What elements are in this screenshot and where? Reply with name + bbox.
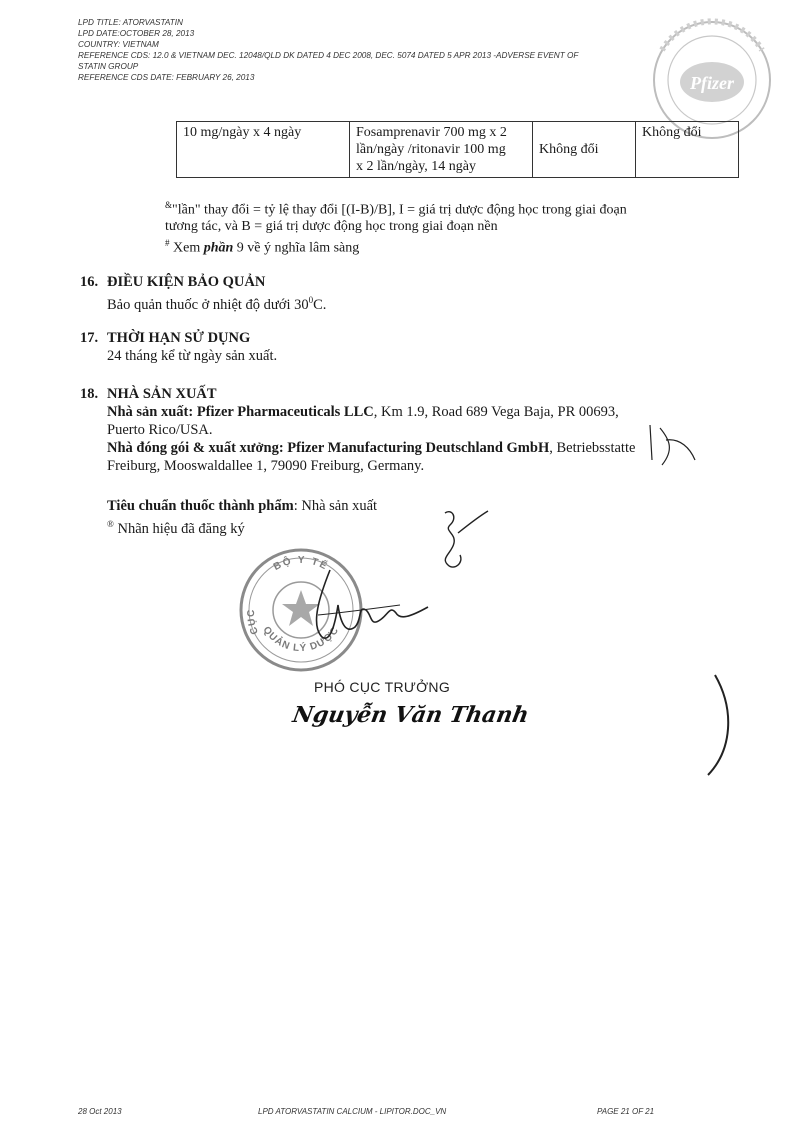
- table-footnotes: [165, 197, 745, 256]
- stamp-logo-text: Pfizer: [690, 73, 734, 93]
- svg-text:CỤC: [246, 609, 261, 636]
- table-cell-drug-line: x 2 lần/ngày, 14 ngày: [356, 159, 477, 174]
- header-title: LPD TITLE: ATORVASTATIN: [78, 18, 183, 27]
- trademark-line: ® Nhãn hiệu đã đăng ký: [107, 519, 245, 537]
- table-cell-change: Không đổi: [533, 122, 636, 178]
- section-title: ĐIỀU KIỆN BẢO QUẢN: [107, 274, 266, 290]
- seal-top-text: BỘ Y TẾ: [271, 554, 331, 573]
- table-cell-dose: 10 mg/ngày x 4 ngày: [177, 122, 350, 178]
- section-shelf-life: [80, 329, 277, 365]
- manufacturer-line: Nhà sản xuất: Pfizer Pharmaceuticals LLC, Km 1.9, Road 689 Vega Baja, PR 00693,: [107, 404, 619, 420]
- handwritten-signature: [300, 565, 430, 645]
- table-cell-drug-line: lần/ngày /ritonavir 100 mg: [356, 142, 506, 157]
- handwritten-bracket: [700, 670, 740, 780]
- header-reference: REFERENCE CDS: 12.0 & VIETNAM DEC. 12048/QLD DK DATED 4 DEC 2008, DEC. 5074 DATED 5 APR 2013 -ADVERSE EVENT OF: [78, 51, 579, 60]
- seal-left-text: CỤC: [246, 608, 261, 636]
- header-date: LPD DATE:OCTOBER 28, 2013: [78, 29, 195, 38]
- section-text: 24 tháng kể từ ngày sản xuất.: [107, 348, 278, 364]
- header-country: COUNTRY: VIETNAM: [78, 40, 159, 49]
- footer-filename: LPD ATORVASTATIN CALCIUM - LIPITOR.DOC_VN: [258, 1107, 447, 1116]
- seal-bottom-text: QUẢN LÝ DƯỢC: [260, 624, 342, 655]
- footnote-see-section: # Xem phần 9 về ý nghĩa lâm sàng: [165, 237, 360, 256]
- footer-page: PAGE 21 OF 21: [597, 1107, 655, 1116]
- footnote-fold-change: &"lần" thay đổi = tỷ lệ thay đổi [(I-B)/B], I = giá trị dược động học trong giai đoạn: [165, 200, 627, 218]
- section-number: 16.: [80, 274, 99, 290]
- section-text: Bảo quản thuốc ở nhiệt độ dưới $30^0C$.: [107, 295, 327, 313]
- table-cell-drug: [350, 122, 533, 178]
- footer-date: 28 Oct 2013: [78, 1107, 122, 1116]
- table-cell-change-2: Không đổi: [636, 122, 739, 178]
- section-number: 17.: [80, 330, 99, 346]
- product-standard: [107, 497, 377, 538]
- header-reference-cont: STATIN GROUP: [78, 62, 139, 71]
- packager-address: Freiburg, Mooswaldallee 1, 79090 Freiburg, Germany.: [107, 458, 425, 474]
- table-row: [177, 122, 739, 178]
- handwritten-mark: [640, 420, 700, 470]
- standard-line: Tiêu chuẩn thuốc thành phẩm: Nhà sản xuất: [107, 498, 378, 514]
- packager-line: Nhà đóng gói & xuất xưởng: Pfizer Manufacturing Deutschland GmbH, Betriebsstatte: [107, 440, 636, 456]
- signatory-title: PHÓ CỤC TRƯỞNG: [314, 679, 451, 695]
- handwritten-initials: [430, 503, 490, 583]
- interaction-table: [176, 121, 739, 178]
- section-storage: [80, 273, 326, 314]
- section-number: 18.: [80, 386, 99, 402]
- footnote-fold-change-cont: tương tác, và B = giá trị dược động học trong giai đoạn nền: [165, 218, 498, 234]
- section-title: NHÀ SẢN XUẤT: [107, 386, 217, 402]
- table-cell-drug-line: Fosamprenavir 700 mg x 2: [356, 125, 507, 140]
- manufacturer-address: Puerto Rico/USA.: [107, 422, 213, 438]
- header-reference-date: REFERENCE CDS DATE: FEBRUARY 26, 2013: [78, 73, 255, 82]
- section-title: THỜI HẠN SỬ DỤNG: [107, 330, 251, 346]
- signatory-name: Nguyễn Văn Thanh: [290, 702, 531, 728]
